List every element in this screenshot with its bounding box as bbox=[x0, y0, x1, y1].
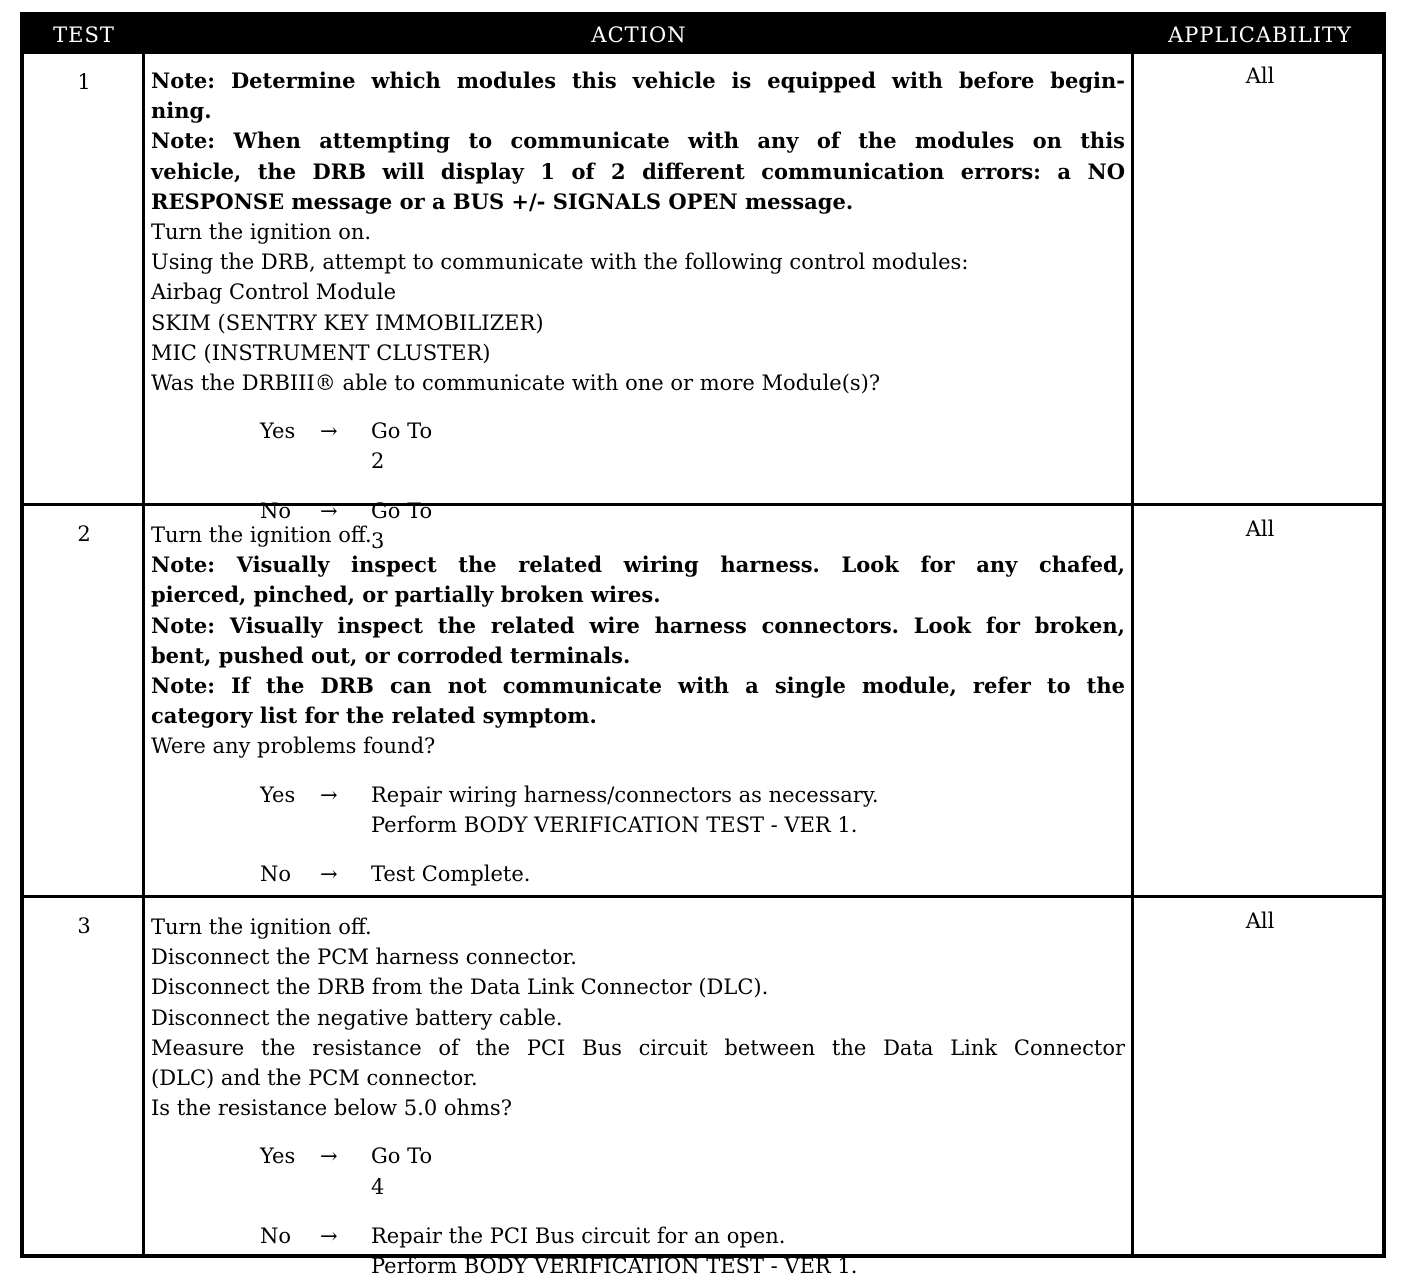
yes-branch bbox=[260, 1141, 1125, 1201]
arrow-icon: → bbox=[320, 419, 338, 444]
applicability-value: All bbox=[1245, 517, 1275, 541]
test-number: 3 bbox=[77, 914, 91, 938]
step-line: Airbag Control Module bbox=[151, 280, 397, 305]
step-line: Using the DRB, attempt to communicate with the following control modules: bbox=[151, 250, 969, 275]
action-text bbox=[151, 66, 1125, 556]
note-line: Note: When attempting to communicate with any of the modules on this bbox=[151, 128, 1125, 154]
applicability-value: All bbox=[1245, 64, 1275, 88]
goto-label: Go To bbox=[371, 498, 433, 523]
goto-target: 2 bbox=[371, 449, 385, 474]
question-line: Was the DRBIII® able to communicate with one or more Module(s)? bbox=[151, 371, 881, 396]
arrow-icon: → bbox=[320, 1223, 338, 1248]
result-text: Repair wiring harness/connectors as necessary. bbox=[371, 782, 879, 807]
goto-label: Go To bbox=[371, 419, 433, 444]
no-branch bbox=[260, 859, 1125, 889]
note-line: ning. bbox=[151, 98, 212, 124]
action-text bbox=[151, 912, 1125, 1281]
note-line: Note: If the DRB can not communicate with a single module, refer to the bbox=[151, 673, 1125, 699]
note-line: vehicle, the DRB will display 1 of 2 different communication errors: a NO bbox=[151, 158, 1125, 184]
note-line: bent, pushed out, or corroded terminals. bbox=[151, 642, 631, 668]
step-line: (DLC) and the PCM connector. bbox=[151, 1066, 478, 1091]
arrow-icon: → bbox=[320, 1144, 338, 1169]
yes-label: Yes bbox=[260, 782, 296, 807]
row-divider bbox=[24, 895, 1382, 898]
result-text: Test Complete. bbox=[371, 862, 531, 887]
result-text: Repair the PCI Bus circuit for an open. bbox=[371, 1223, 786, 1248]
header-action: ACTION bbox=[144, 16, 1134, 54]
column-divider bbox=[1131, 16, 1134, 1254]
header-test: TEST bbox=[24, 16, 144, 54]
applicability-value: All bbox=[1245, 909, 1275, 933]
goto-target: 3 bbox=[371, 528, 385, 553]
note-line: pierced, pinched, or partially broken wires. bbox=[151, 582, 661, 608]
arrow-icon: → bbox=[320, 498, 338, 523]
step-line: SKIM (SENTRY KEY IMMOBILIZER) bbox=[151, 310, 544, 335]
step-line: Disconnect the DRB from the Data Link Connector (DLC). bbox=[151, 975, 769, 1000]
test-number: 2 bbox=[77, 522, 91, 546]
question-line: Is the resistance below 5.0 ohms? bbox=[151, 1096, 512, 1121]
step-line: Turn the ignition off. bbox=[151, 915, 372, 939]
question-line: Were any problems found? bbox=[151, 734, 436, 759]
note-line: Note: Determine which modules this vehicle is equipped with before begin- bbox=[151, 68, 1125, 93]
note-line: Note: Visually inspect the related wiring harness. Look for any chafed, bbox=[151, 552, 1125, 578]
test-number: 1 bbox=[77, 70, 91, 94]
step-line: MIC (INSTRUMENT CLUSTER) bbox=[151, 340, 491, 365]
goto-label: Go To bbox=[371, 1144, 433, 1169]
step-line: Disconnect the negative battery cable. bbox=[151, 1005, 563, 1030]
action-text bbox=[151, 520, 1125, 889]
yes-label: Yes bbox=[260, 1144, 296, 1169]
yes-label: Yes bbox=[260, 419, 296, 444]
note-line: RESPONSE message or a BUS +/- SIGNALS OPEN message. bbox=[151, 188, 854, 214]
result-text: Perform BODY VERIFICATION TEST - VER 1. bbox=[371, 1254, 858, 1279]
yes-branch bbox=[260, 416, 1125, 476]
note-line: category list for the related symptom. bbox=[151, 703, 597, 729]
note-line: Note: Visually inspect the related wire harness connectors. Look for broken, bbox=[151, 612, 1125, 638]
arrow-icon: → bbox=[320, 862, 338, 887]
no-label: No bbox=[260, 498, 292, 523]
result-text: Perform BODY VERIFICATION TEST - VER 1. bbox=[371, 812, 858, 837]
arrow-icon: → bbox=[320, 782, 338, 807]
header-applicability: APPLICABILITY bbox=[1134, 16, 1386, 54]
no-label: No bbox=[260, 862, 292, 887]
no-label: No bbox=[260, 1223, 292, 1248]
yes-branch bbox=[260, 780, 1125, 840]
step-line: Measure the resistance of the PCI Bus circuit between the Data Link Connector bbox=[151, 1035, 1125, 1060]
goto-target: 4 bbox=[371, 1174, 385, 1199]
step-line: Disconnect the PCM harness connector. bbox=[151, 945, 577, 970]
column-divider bbox=[142, 16, 145, 1254]
step-line: Turn the ignition on. bbox=[151, 220, 372, 245]
diagnostic-table bbox=[20, 12, 1386, 1279]
step-line: Turn the ignition off. bbox=[151, 523, 372, 547]
